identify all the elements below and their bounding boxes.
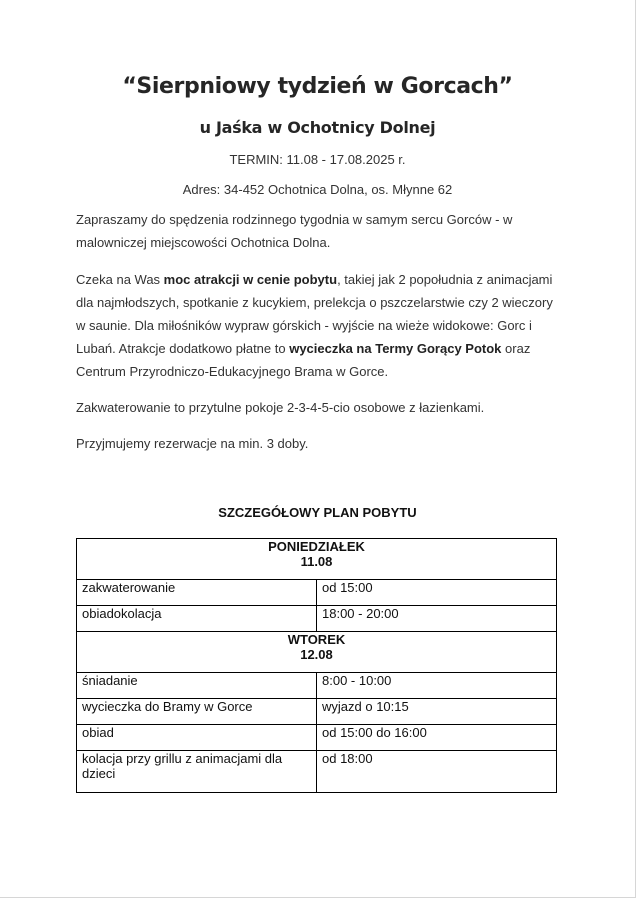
- time-cell: wyjazd o 10:15: [317, 699, 557, 725]
- table-row: [77, 725, 557, 751]
- attractions-text-3: oraz Centrum Przyrodniczo-Edukacyjnego Brama w Gorce.: [76, 341, 531, 379]
- day-date: 11.08: [300, 554, 333, 569]
- attractions-text-2: , takiej jak 2 popołudnia z animacjami dla najmłodszych, spotkanie z kucykiem, prelekcja o pszczelarstwie czy 2 wieczory w saunie. Dla miłośników wypraw górskich - wyjście na wieże widokowe: Gorc i Lubań. Atrakcje dodatkowo płatne to: [76, 272, 553, 356]
- attractions-paragraph: [76, 268, 562, 383]
- document-title: “Sierpniowy tydzień w Gorcach”: [122, 74, 513, 99]
- time-cell: od 18:00: [317, 751, 557, 793]
- plan-title: SZCZEGÓŁOWY PLAN POBYTU: [218, 505, 417, 520]
- time-cell: od 15:00: [317, 580, 557, 606]
- time-cell: 18:00 - 20:00: [317, 606, 557, 632]
- day-header-row: [77, 632, 557, 673]
- activity-cell: kolacja przy grillu z animacjami dla dzieci: [77, 751, 317, 793]
- activity-cell: wycieczka do Bramy w Gorce: [77, 699, 317, 725]
- table-row: [77, 580, 557, 606]
- attractions-bold-2: wycieczka na Termy Gorący Potok: [289, 341, 502, 356]
- activity-cell: zakwaterowanie: [77, 580, 317, 606]
- reservation-paragraph: Przyjmujemy rezerwacje na min. 3 doby.: [76, 436, 309, 451]
- day-name: PONIEDZIAŁEK: [268, 539, 365, 554]
- day-date: 12.08: [300, 647, 333, 662]
- accommodation-paragraph: Zakwaterowanie to przytulne pokoje 2-3-4-5-cio osobowe z łazienkami.: [76, 400, 485, 415]
- day-header-row: [77, 539, 557, 580]
- plan-table: [76, 538, 557, 793]
- attractions-bold-1: moc atrakcji w cenie pobytu: [163, 272, 338, 287]
- activity-cell: obiad: [77, 725, 317, 751]
- table-row: [77, 673, 557, 699]
- document-subtitle: u Jaśka w Ochotnicy Dolnej: [199, 118, 436, 137]
- table-row: [77, 751, 557, 793]
- day-header: [77, 539, 557, 580]
- day-header: [77, 632, 557, 673]
- time-cell: 8:00 - 10:00: [317, 673, 557, 699]
- term-line: TERMIN: 11.08 - 17.08.2025 r.: [229, 152, 406, 167]
- time-cell: od 15:00 do 16:00: [317, 725, 557, 751]
- activity-cell: śniadanie: [77, 673, 317, 699]
- table-row: [77, 606, 557, 632]
- attractions-text-1: Czeka na Was: [76, 272, 164, 287]
- intro-paragraph: Zapraszamy do spędzenia rodzinnego tygodnia w samym sercu Gorców - w malowniczej miejscowości Ochotnica Dolna.: [76, 212, 513, 250]
- address-line: Adres: 34-452 Ochotnica Dolna, os. Młynne 62: [182, 182, 453, 197]
- activity-cell: obiadokolacja: [77, 606, 317, 632]
- table-row: [77, 699, 557, 725]
- day-name: WTOREK: [287, 632, 346, 647]
